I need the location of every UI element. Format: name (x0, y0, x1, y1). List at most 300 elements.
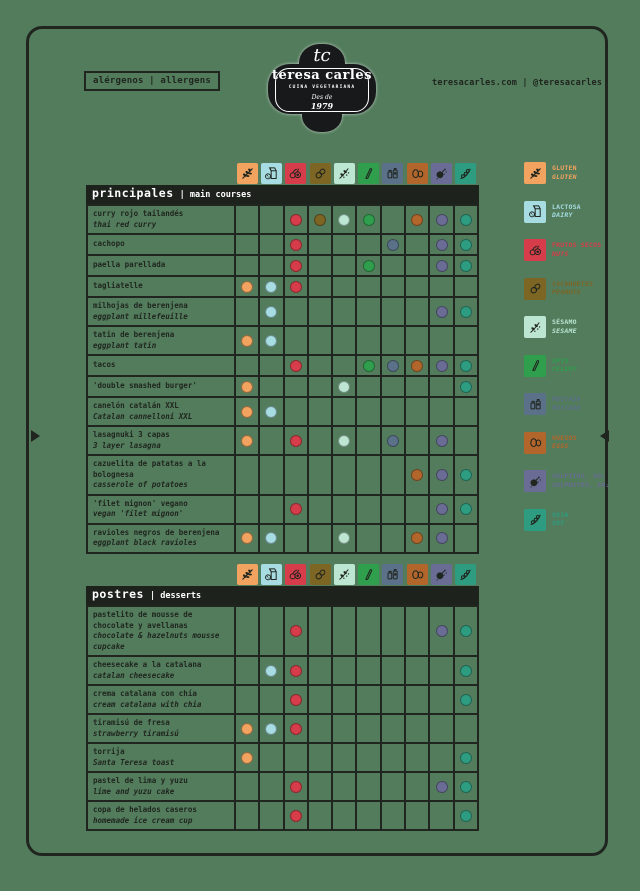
logo-since-label: Des de (311, 94, 333, 101)
cell-sesamo (333, 607, 355, 655)
cell-mostaza (382, 744, 404, 771)
cell-mostaza (382, 686, 404, 713)
allergen-dot-lactosa (265, 335, 277, 347)
logo-name: teresa carles (272, 68, 372, 83)
cell-cacahuetes (309, 525, 331, 552)
allergen-dot-gluten (241, 435, 253, 447)
cell-soja (455, 802, 477, 829)
allergen-dot-lactosa (265, 532, 277, 544)
icon-row-spacer (88, 563, 234, 585)
cell-apio (357, 525, 379, 552)
allergen-column-sesamo (333, 162, 355, 184)
cell-sulfitos (430, 496, 452, 523)
cell-soja (455, 256, 477, 275)
allergen-column-gluten (236, 563, 258, 585)
cell-soja (455, 773, 477, 800)
peanut-icon (310, 564, 331, 585)
dish-name: 'double smashed burger' (88, 377, 234, 396)
dish-name: torrija Santa Teresa toast (88, 744, 234, 771)
cell-gluten (236, 327, 258, 354)
legend-label-mostaza: MOSTAZA MUSTARD (552, 395, 581, 412)
dish-name: pastelito de mousse de chocolate y avellanas chocolate & hazelnuts mousse cupcake (88, 607, 234, 655)
cell-cacahuetes (309, 802, 331, 829)
cell-cacahuetes (309, 456, 331, 494)
cell-soja (455, 206, 477, 233)
cell-sulfitos (430, 327, 452, 354)
allergen-dot-gluten (241, 335, 253, 347)
dish-name: tacos (88, 356, 234, 375)
allergen-dot-mostaza (387, 360, 399, 372)
allergen-column-sulfitos (430, 563, 452, 585)
cell-apio (357, 657, 379, 684)
cell-huevos (406, 686, 428, 713)
cell-gluten (236, 607, 258, 655)
cell-lactosa (260, 277, 282, 296)
legend-item-sesamo (524, 316, 610, 338)
soy-pod-icon (524, 509, 546, 531)
allergen-dot-soja (460, 810, 472, 822)
cell-gluten (236, 298, 258, 325)
allergen-dot-sulfitos (436, 214, 448, 226)
allergen-dot-mostaza (387, 239, 399, 251)
allergen-column-lactosa (260, 162, 282, 184)
cell-huevos (406, 525, 428, 552)
nuts-icon (285, 564, 306, 585)
allergen-dot-lactosa (265, 306, 277, 318)
allergen-dot-sulfitos (436, 306, 448, 318)
cell-cacahuetes (309, 398, 331, 425)
wheat-icon (237, 163, 258, 184)
allergen-dot-gluten (241, 381, 253, 393)
cell-sesamo (333, 657, 355, 684)
mustard-jars-icon (382, 163, 403, 184)
allergen-dot-soja (460, 360, 472, 372)
section-main-courses (86, 162, 479, 554)
cell-frutos-secos (285, 456, 307, 494)
cell-lactosa (260, 298, 282, 325)
cell-gluten (236, 277, 258, 296)
cell-sulfitos (430, 206, 452, 233)
allergen-dot-frutos-secos (290, 281, 302, 293)
allergen-dot-huevos (411, 214, 423, 226)
cell-soja (455, 496, 477, 523)
cell-apio (357, 686, 379, 713)
allergen-dot-sulfitos (436, 625, 448, 637)
legend-item-lactosa (524, 201, 610, 223)
cell-sesamo (333, 773, 355, 800)
cell-frutos-secos (285, 686, 307, 713)
legend-label-cacahuetes: CACAHUETES PEANUTS (552, 279, 594, 297)
logo-tagline: CUINA VEGETARIANA (288, 85, 356, 90)
cell-apio (357, 773, 379, 800)
cell-sesamo (333, 235, 355, 254)
celery-icon (358, 564, 379, 585)
cell-mostaza (382, 715, 404, 742)
wheat-icon (237, 564, 258, 585)
cell-lactosa (260, 802, 282, 829)
cell-huevos (406, 235, 428, 254)
cell-lactosa (260, 377, 282, 396)
cell-cacahuetes (309, 377, 331, 396)
allergen-dot-gluten (241, 723, 253, 735)
cell-mostaza (382, 327, 404, 354)
section-title-en: | desserts (149, 591, 202, 601)
milk-carton-icon (261, 564, 282, 585)
legend-label-gluten: GLUTEN GLUTEN (552, 164, 577, 181)
logo-since-year: 1979 (310, 101, 334, 111)
cell-lactosa (260, 327, 282, 354)
cell-gluten (236, 398, 258, 425)
cell-frutos-secos (285, 298, 307, 325)
cell-mostaza (382, 427, 404, 454)
dish-name: tiramisú de fresa strawberry tiramisú (88, 715, 234, 742)
legend-item-cacahuetes (524, 278, 610, 300)
cell-cacahuetes (309, 356, 331, 375)
cell-gluten (236, 235, 258, 254)
cell-gluten (236, 802, 258, 829)
cell-frutos-secos (285, 744, 307, 771)
cell-frutos-secos (285, 607, 307, 655)
cell-lactosa (260, 496, 282, 523)
cell-soja (455, 298, 477, 325)
cell-huevos (406, 744, 428, 771)
legend-label-sesamo: SÉSAMO SESAME (552, 318, 577, 335)
sulphites-icon (431, 163, 452, 184)
cell-soja (455, 235, 477, 254)
section-title-en: | main courses (179, 190, 252, 200)
cell-cacahuetes (309, 256, 331, 275)
cell-sesamo (333, 398, 355, 425)
cell-mostaza (382, 802, 404, 829)
dish-name: canelón catalán XXL Catalan cannelloni XXL (88, 398, 234, 425)
cell-sulfitos (430, 235, 452, 254)
dish-name: milhojas de berenjena eggplant millefeuille (88, 298, 234, 325)
cell-frutos-secos (285, 427, 307, 454)
cell-soja (455, 327, 477, 354)
allergen-column-lactosa (260, 563, 282, 585)
cell-huevos (406, 356, 428, 375)
dish-name: cachopo (88, 235, 234, 254)
dish-name: curry rojo tailandés thai red curry (88, 206, 234, 233)
soy-pod-icon (455, 564, 476, 585)
cell-soja (455, 377, 477, 396)
sulphites-icon (524, 470, 546, 492)
legend-item-huevos (524, 432, 610, 454)
allergen-column-soja (455, 563, 477, 585)
allergen-dot-frutos-secos (290, 665, 302, 677)
cell-cacahuetes (309, 686, 331, 713)
cell-cacahuetes (309, 206, 331, 233)
allergen-dot-huevos (411, 532, 423, 544)
soy-pod-icon (455, 163, 476, 184)
cell-sesamo (333, 456, 355, 494)
cell-sulfitos (430, 298, 452, 325)
allergen-dot-sulfitos (436, 469, 448, 481)
cell-sesamo (333, 525, 355, 552)
cell-lactosa (260, 456, 282, 494)
cell-soja (455, 744, 477, 771)
dish-name: lasagnuki 3 capas 3 layer lasagna (88, 427, 234, 454)
cell-mostaza (382, 525, 404, 552)
cell-apio (357, 715, 379, 742)
cell-sesamo (333, 802, 355, 829)
cell-soja (455, 456, 477, 494)
cell-cacahuetes (309, 657, 331, 684)
cell-sulfitos (430, 398, 452, 425)
section-desserts (86, 563, 479, 831)
allergen-dot-huevos (411, 360, 423, 372)
cell-soja (455, 427, 477, 454)
allergen-dot-sulfitos (436, 260, 448, 272)
allergen-dot-sesamo (338, 214, 350, 226)
cell-gluten (236, 773, 258, 800)
allergen-column-cacahuetes (309, 563, 331, 585)
cell-apio (357, 607, 379, 655)
brand-logo (266, 44, 378, 132)
cell-gluten (236, 715, 258, 742)
cell-sulfitos (430, 607, 452, 655)
cell-lactosa (260, 235, 282, 254)
allergen-dot-soja (460, 694, 472, 706)
cell-sesamo (333, 206, 355, 233)
allergen-dot-soja (460, 381, 472, 393)
cell-mostaza (382, 398, 404, 425)
cell-sulfitos (430, 456, 452, 494)
cell-gluten (236, 686, 258, 713)
cell-sesamo (333, 356, 355, 375)
milk-carton-icon (524, 201, 546, 223)
allergen-icon-row (86, 563, 479, 585)
cell-cacahuetes (309, 744, 331, 771)
allergen-dot-frutos-secos (290, 214, 302, 226)
dish-name: cheesecake a la catalana catalan cheesecake (88, 657, 234, 684)
legend-item-frutos-secos (524, 239, 610, 261)
sesame-branch-icon (524, 316, 546, 338)
cell-cacahuetes (309, 607, 331, 655)
allergen-dot-apio (363, 360, 375, 372)
allergen-column-mostaza (382, 162, 404, 184)
cell-gluten (236, 256, 258, 275)
cell-soja (455, 686, 477, 713)
cell-lactosa (260, 607, 282, 655)
website-and-handle: teresacarles.com | @teresacarles (432, 78, 603, 88)
eggs-icon (407, 564, 428, 585)
cell-sulfitos (430, 256, 452, 275)
celery-icon (524, 355, 546, 377)
allergen-dot-soja (460, 469, 472, 481)
section-header-principales (86, 185, 479, 204)
cell-sesamo (333, 686, 355, 713)
legend-item-gluten (524, 162, 610, 184)
cell-lactosa (260, 356, 282, 375)
legend-label-frutos-secos: FRUTOS SECOS NUTS (552, 241, 602, 258)
cell-cacahuetes (309, 427, 331, 454)
allergen-dot-sulfitos (436, 239, 448, 251)
cell-sesamo (333, 256, 355, 275)
cell-lactosa (260, 773, 282, 800)
cell-huevos (406, 206, 428, 233)
cell-sulfitos (430, 657, 452, 684)
cell-lactosa (260, 256, 282, 275)
allergen-dot-frutos-secos (290, 360, 302, 372)
allergen-dot-lactosa (265, 281, 277, 293)
cell-mostaza (382, 657, 404, 684)
cell-gluten (236, 377, 258, 396)
allergen-column-huevos (406, 563, 428, 585)
allergen-dot-gluten (241, 406, 253, 418)
cell-frutos-secos (285, 256, 307, 275)
cell-gluten (236, 657, 258, 684)
cell-mostaza (382, 607, 404, 655)
dish-name: crema catalana con chía cream catalana with chia (88, 686, 234, 713)
cell-huevos (406, 398, 428, 425)
allergen-dot-sulfitos (436, 360, 448, 372)
cell-cacahuetes (309, 235, 331, 254)
cell-apio (357, 298, 379, 325)
cell-sulfitos (430, 802, 452, 829)
cell-soja (455, 607, 477, 655)
legend-item-soja (524, 509, 610, 531)
cell-mostaza (382, 773, 404, 800)
cell-mostaza (382, 206, 404, 233)
cell-soja (455, 657, 477, 684)
cell-frutos-secos (285, 235, 307, 254)
allergen-dot-soja (460, 665, 472, 677)
allergen-dot-lactosa (265, 406, 277, 418)
cell-frutos-secos (285, 277, 307, 296)
allergen-dot-sulfitos (436, 781, 448, 793)
allergen-dot-sesamo (338, 532, 350, 544)
allergen-dot-frutos-secos (290, 694, 302, 706)
cell-huevos (406, 427, 428, 454)
cell-sulfitos (430, 744, 452, 771)
cell-frutos-secos (285, 525, 307, 552)
cell-apio (357, 356, 379, 375)
section-title: postres (92, 587, 144, 601)
cell-sulfitos (430, 377, 452, 396)
cell-sesamo (333, 496, 355, 523)
allergen-column-sulfitos (430, 162, 452, 184)
cell-apio (357, 256, 379, 275)
cell-lactosa (260, 686, 282, 713)
legend-label-huevos: HUEVOS EGGS (552, 433, 577, 451)
cell-cacahuetes (309, 715, 331, 742)
sesame-branch-icon (334, 163, 355, 184)
allergen-column-apio (357, 563, 379, 585)
allergen-dot-gluten (241, 281, 253, 293)
allergen-column-cacahuetes (309, 162, 331, 184)
cell-lactosa (260, 427, 282, 454)
cell-huevos (406, 256, 428, 275)
cell-sulfitos (430, 686, 452, 713)
cell-apio (357, 456, 379, 494)
cell-frutos-secos (285, 206, 307, 233)
cell-mostaza (382, 356, 404, 375)
cell-mostaza (382, 235, 404, 254)
mustard-jars-icon (382, 564, 403, 585)
cell-gluten (236, 744, 258, 771)
cell-mostaza (382, 456, 404, 494)
cell-frutos-secos (285, 802, 307, 829)
dish-name: tatin de berenjena eggplant tatin (88, 327, 234, 354)
cell-huevos (406, 327, 428, 354)
allergen-dot-soja (460, 239, 472, 251)
cell-lactosa (260, 206, 282, 233)
cell-soja (455, 525, 477, 552)
peanut-icon (524, 278, 546, 300)
cell-frutos-secos (285, 327, 307, 354)
allergen-dot-frutos-secos (290, 260, 302, 272)
allergen-dot-apio (363, 214, 375, 226)
cell-sesamo (333, 744, 355, 771)
cell-apio (357, 206, 379, 233)
cell-sesamo (333, 427, 355, 454)
allergen-dot-sesamo (338, 381, 350, 393)
section-header-postres (86, 586, 479, 605)
cell-apio (357, 496, 379, 523)
allergen-dot-sesamo (338, 435, 350, 447)
allergen-dot-soja (460, 306, 472, 318)
allergen-column-soja (455, 162, 477, 184)
allergen-column-mostaza (382, 563, 404, 585)
cell-sulfitos (430, 356, 452, 375)
cell-apio (357, 377, 379, 396)
legend-label-lactosa: LACTOSA DAIRY (552, 202, 581, 220)
allergen-dot-gluten (241, 532, 253, 544)
cell-sesamo (333, 277, 355, 296)
allergen-dot-soja (460, 260, 472, 272)
legend-item-mostaza (524, 393, 610, 415)
cell-huevos (406, 277, 428, 296)
dish-name: 'filet mignon' vegano vegan 'filet mignon' (88, 496, 234, 523)
allergen-dot-frutos-secos (290, 781, 302, 793)
legend-label-sulfitos: SULFITOS, SO₂ SULPHITES, SO₂ (552, 472, 610, 489)
cell-lactosa (260, 744, 282, 771)
cell-apio (357, 802, 379, 829)
cell-mostaza (382, 277, 404, 296)
allergen-dot-lactosa (265, 665, 277, 677)
allergen-dot-huevos (411, 469, 423, 481)
nuts-icon (524, 239, 546, 261)
allergen-dot-apio (363, 260, 375, 272)
celery-icon (358, 163, 379, 184)
allergen-dot-frutos-secos (290, 435, 302, 447)
allergen-column-huevos (406, 162, 428, 184)
cell-apio (357, 427, 379, 454)
cell-apio (357, 398, 379, 425)
allergen-dot-frutos-secos (290, 723, 302, 735)
allergen-dot-sulfitos (436, 435, 448, 447)
cell-mostaza (382, 496, 404, 523)
cell-cacahuetes (309, 773, 331, 800)
cell-sulfitos (430, 525, 452, 552)
cell-frutos-secos (285, 657, 307, 684)
cell-lactosa (260, 525, 282, 552)
cell-cacahuetes (309, 298, 331, 325)
allergen-dot-soja (460, 214, 472, 226)
allergen-dot-sulfitos (436, 503, 448, 515)
dish-name: cazuelita de patatas a la bolognesa casserole of potatoes (88, 456, 234, 494)
cell-soja (455, 398, 477, 425)
cell-huevos (406, 657, 428, 684)
icon-row-spacer (88, 162, 234, 184)
cell-frutos-secos (285, 356, 307, 375)
cell-sulfitos (430, 773, 452, 800)
cell-sulfitos (430, 427, 452, 454)
allergen-dot-frutos-secos (290, 239, 302, 251)
cell-huevos (406, 802, 428, 829)
cell-frutos-secos (285, 496, 307, 523)
